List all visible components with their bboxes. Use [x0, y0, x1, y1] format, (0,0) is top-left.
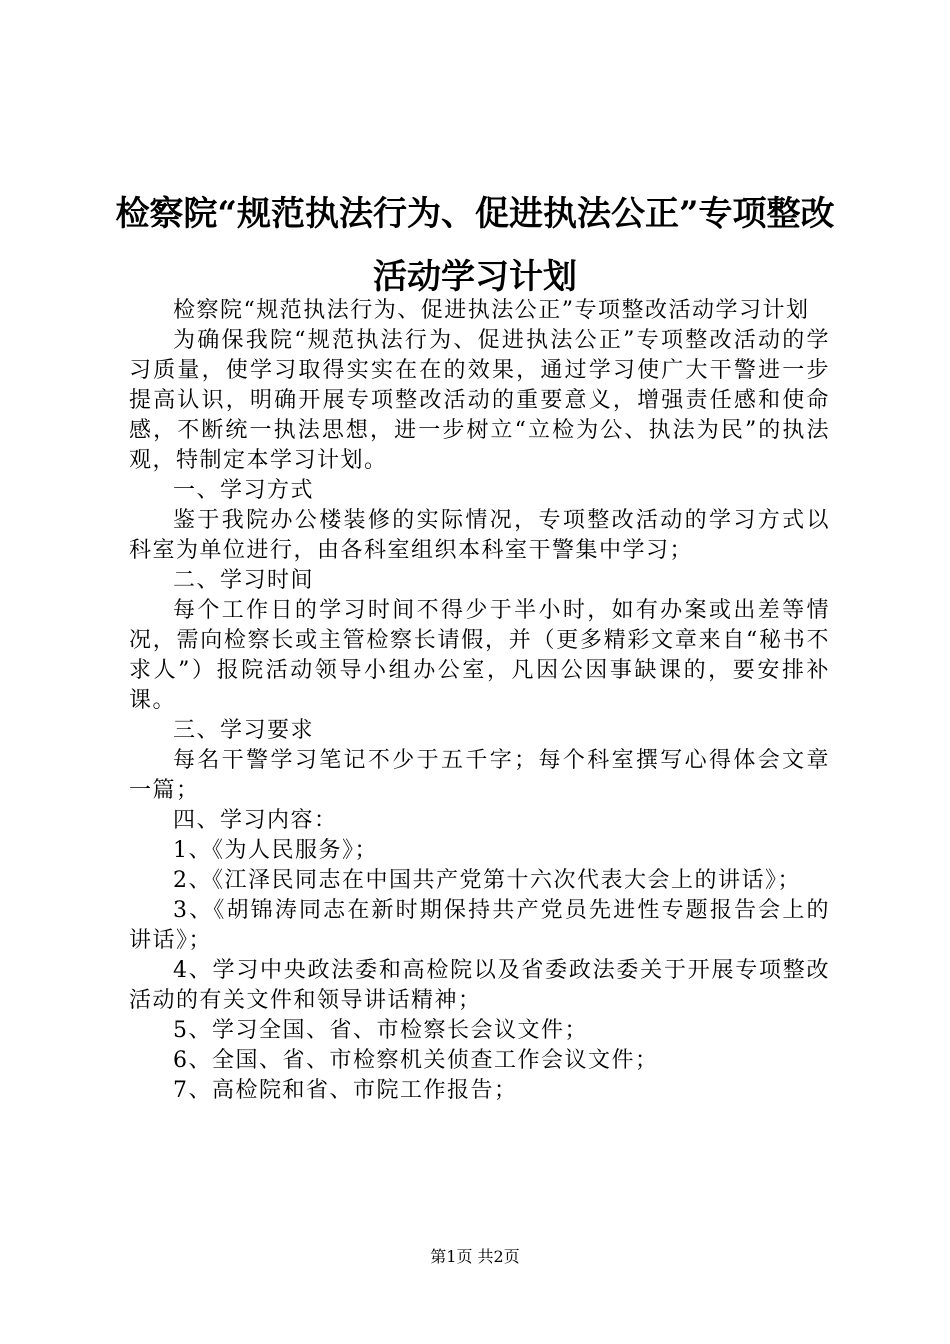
list-item: 4、学习中央政法委和高检院以及省委政法委关于开展专项整改活动的有关文件和领导讲话精神；: [129, 958, 830, 1013]
section-heading: 二、学习时间: [173, 568, 315, 593]
list-item: 3、《胡锦涛同志在新时期保持共产党员先进性专题报告会上的讲话》；: [129, 898, 830, 953]
list-item: 5、学习全国、省、市检察长会议文件；: [173, 1018, 588, 1043]
section-heading: 一、学习方式: [173, 478, 315, 503]
paragraph: 每个工作日的学习时间不得少于半小时，如有办案或出差等情况，需向检察长或主管检察长请假，并（更多精彩文章来自“秘书不求人”）报院活动领导小组办公室，凡因公因事缺课的，要安排补课。: [129, 598, 830, 713]
document-body: [129, 296, 830, 1106]
paragraph: 检察院“规范执法行为、促进执法公正”专项整改活动学习计划: [173, 298, 810, 323]
list-item: 7、高检院和省、市院工作报告；: [173, 1078, 518, 1103]
list-item: 1、《为人民服务》；: [173, 838, 378, 863]
section-heading: 四、学习内容：: [173, 808, 338, 833]
paragraph: 为确保我院“规范执法行为、促进执法公正”专项整改活动的学习质量，使学习取得实实在在的效果，通过学习使广大干警进一步提高认识，明确开展专项整改活动的重要意义，增强责任感和使命感，不断统一执法思想，进一步树立“立检为公、执法为民”的执法观，特制定本学习计划。: [129, 328, 830, 473]
section-heading: 三、学习要求: [173, 718, 315, 743]
list-item: 6、全国、省、市检察机关侦查工作会议文件；: [173, 1048, 659, 1073]
paragraph: 每名干警学习笔记不少于五千字；每个科室撰写心得体会文章一篇；: [129, 748, 830, 803]
page-number-footer: 第1页 共2页: [430, 1247, 520, 1266]
paragraph: 鉴于我院办公楼装修的实际情况，专项整改活动的学习方式以科室为单位进行，由各科室组织本科室干警集中学习；: [129, 508, 830, 563]
document-title: 检察院“规范执法行为、促进执法公正”专项整改活动学习计划: [115, 194, 835, 297]
list-item: 2、《江泽民同志在中国共产党第十六次代表大会上的讲话》；: [173, 868, 801, 893]
